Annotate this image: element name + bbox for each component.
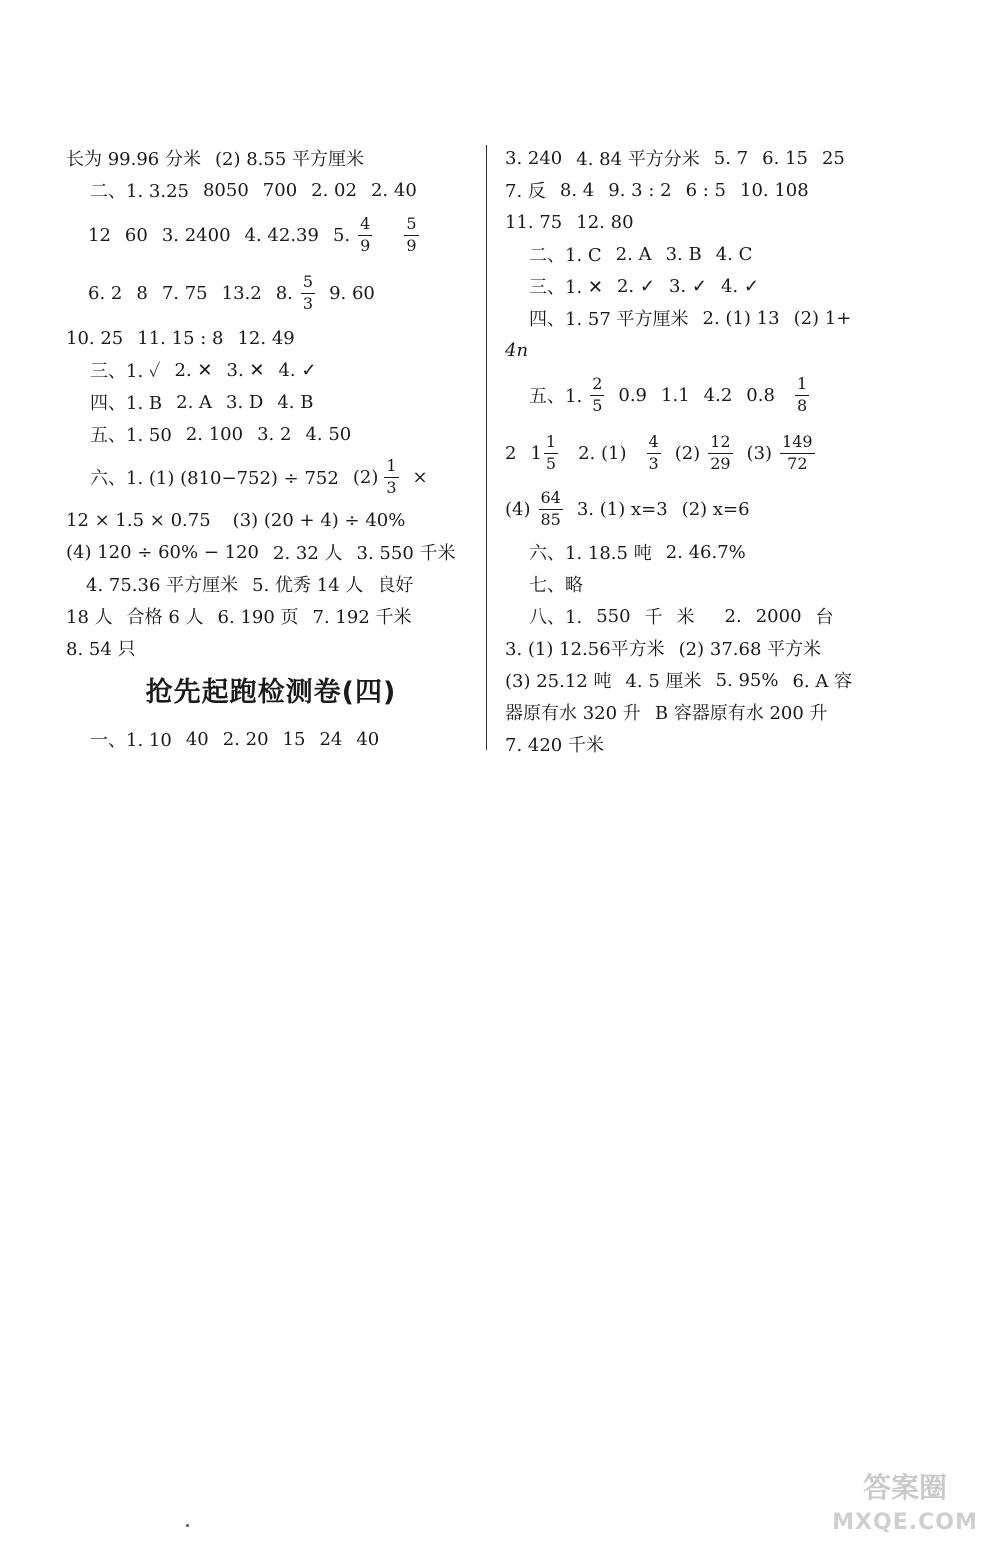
answer-line: 二、1. 3.25 8050 700 2. 02 2. 40	[90, 179, 417, 202]
answer-line: (4) 120 ÷ 60% − 120 2. 32 人 3. 550 千米	[66, 541, 456, 564]
answer-line: 7. 反 8. 4 9. 3 : 2 6 : 5 10. 108	[505, 179, 809, 202]
answer-line: (4) $\frac{64}{85}$ 3. (1) x=3 (2) x=6	[505, 488, 750, 529]
answer-line: 18 人 合格 6 人 6. 190 页 7. 192 千米	[66, 607, 412, 628]
answer-line: 6. 2 8 7. 75 13.2 8. $\frac{5}{3}$ 9. 60	[88, 272, 375, 313]
fraction: $\frac{1}{3}$	[386, 456, 397, 497]
watermark-url: MXQE.COM	[832, 1510, 978, 1535]
answer-line: 12 60 3. 2400 4. 42.39 5. $\frac{4}{9}$ $\frac{5}{9}$	[88, 214, 417, 255]
answer-line: 四、1. 57 平方厘米 2. (1) 13 (2) 1+	[529, 307, 852, 330]
watermark-title: 答案圈	[862, 1471, 947, 1504]
answer-line: 4n	[505, 339, 529, 361]
fraction: $\frac{4}{9}$	[360, 214, 371, 255]
left-column	[66, 142, 476, 756]
answer-line: 7. 420 千米	[505, 735, 604, 756]
answer-line: 八、1. 550 千 米 2. 2000 台	[529, 605, 834, 628]
answer-line: 4. 75.36 平方厘米 5. 优秀 14 人 良好	[86, 575, 414, 596]
answer-line: 五、1. 50 2. 100 3. 2 4. 50	[90, 423, 352, 446]
answer-line: 12 × 1.5 × 0.75 (3) (20 + 4) ÷ 40%	[66, 509, 406, 531]
fraction: $\frac{64}{85}$	[540, 488, 561, 529]
answer-line: 七、略	[529, 575, 583, 596]
fraction: $\frac{4}{3}$	[648, 432, 659, 473]
fraction: $\frac{5}{9}$	[406, 214, 417, 255]
answer-line: 10. 25 11. 15 : 8 12. 49	[66, 327, 295, 349]
answer-line: 二、1. C 2. A 3. B 4. C	[529, 243, 753, 266]
answer-line: 3. 240 4. 84 平方分米 5. 7 6. 15 25	[505, 147, 845, 170]
fraction: $\frac{149}{72}$	[782, 432, 813, 473]
column-divider	[486, 145, 487, 750]
answer-line: 三、1. ✕ 2. ✓ 3. ✓ 4. ✓	[529, 275, 759, 298]
fraction: $\frac{1}{5}$	[545, 432, 557, 473]
answer-line: 四、1. B 2. A 3. D 4. B	[90, 391, 314, 414]
scan-speck	[186, 1524, 189, 1527]
section-title: 抢先起跑检测卷(四)	[145, 677, 397, 708]
answer-line: 2 1 $\frac{1}{5}$ 2. (1) $\frac{4}{3}$ (2) $\frac{12}{29}$ (3) $\frac{149}{72}$	[505, 432, 813, 473]
answer-line: 3. (1) 12.56平方米 (2) 37.68 平方米	[505, 639, 822, 660]
answer-line: 一、1. 10 40 2. 20 15 24 40	[90, 728, 380, 751]
answer-line: 长为 99.96 分米 (2) 8.55 平方厘米	[66, 149, 365, 170]
fraction: $\frac{5}{3}$	[302, 272, 314, 313]
answer-line: 三、1. ✓ 2. ✕ 3. ✕ 4. ✓	[90, 359, 317, 382]
answer-line: 器原有水 320 升 B 容器原有水 200 升	[505, 703, 828, 724]
fraction: $\frac{1}{8}$	[796, 374, 808, 415]
answer-line: 8. 54 只	[66, 639, 136, 660]
watermark-logo	[820, 1466, 990, 1538]
answer-line: 六、1. (1) (810−752) ÷ 752 (2) $\frac{1}{3}$ ×	[90, 456, 428, 497]
mixed-number: 1 $\frac{1}{5}$	[530, 432, 557, 473]
answer-line: 六、1. 18.5 吨 2. 46.7%	[529, 541, 746, 564]
right-column	[505, 142, 925, 760]
answer-line: 五、1. $\frac{2}{5}$ 0.9 1.1 4.2 0.8 $\frac{1}{8}$	[529, 374, 808, 415]
answer-line: 11. 75 12. 80	[505, 211, 634, 233]
fraction: $\frac{2}{5}$	[592, 374, 603, 415]
answer-line: (3) 25.12 吨 4. 5 厘米 5. 95% 6. A 容	[505, 669, 853, 692]
fraction: $\frac{12}{29}$	[710, 432, 731, 473]
